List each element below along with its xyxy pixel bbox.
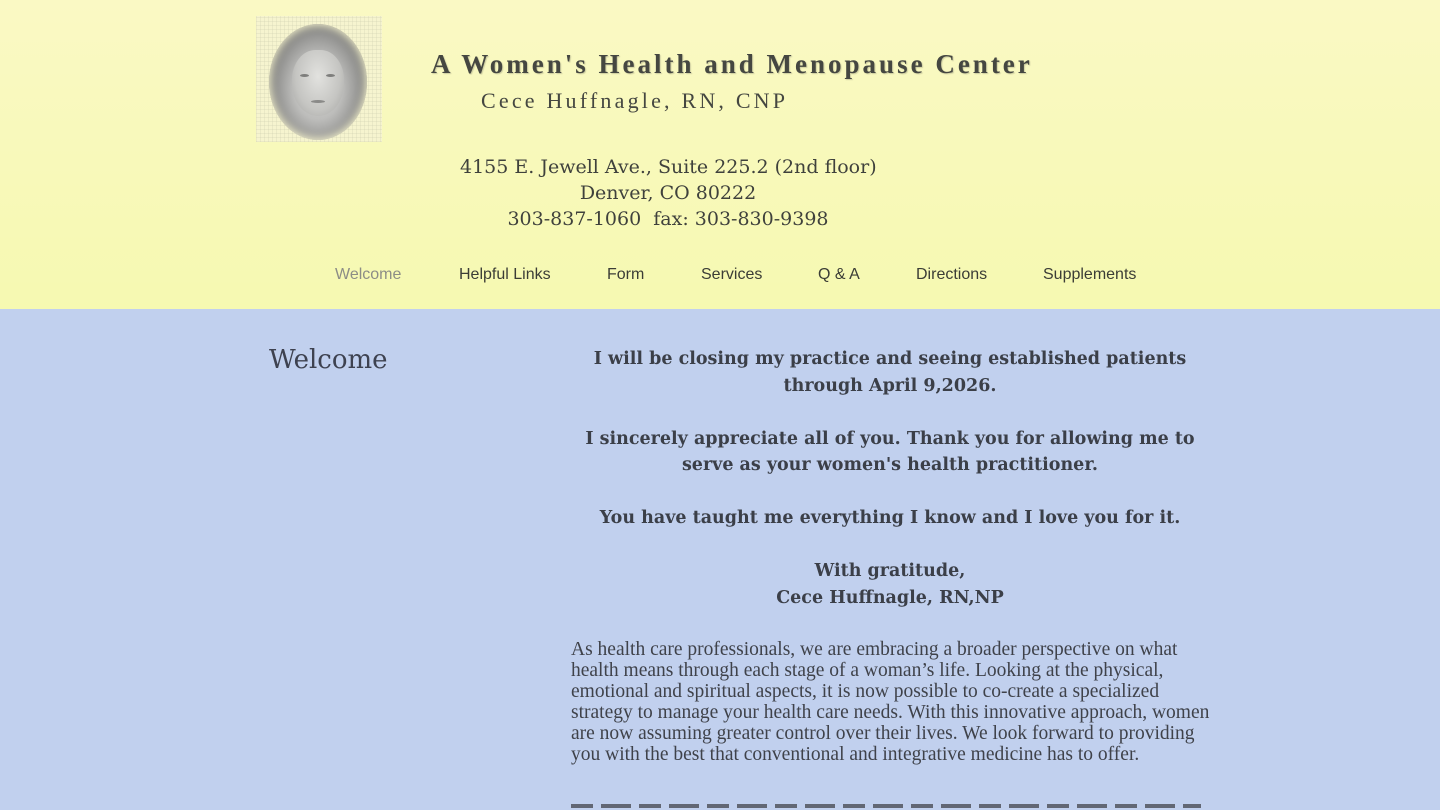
nav-item-q-and-a[interactable]: Q & A (818, 266, 860, 283)
contact-address (460, 154, 876, 232)
medallion-face (292, 50, 344, 116)
notice-signature: Cece Huffnagle, RN,NP (776, 587, 1004, 608)
medallion-eye (300, 74, 309, 77)
site-subtitle: Cece Huffnagle, RN, CNP (481, 88, 789, 113)
logo-medallion-image (256, 16, 382, 142)
site-header (0, 0, 1440, 309)
medallion-mouth (311, 100, 325, 103)
main-nav (0, 266, 1440, 288)
nav-item-services[interactable]: Services (701, 266, 763, 283)
notice-thanks: You have taught me everything I know and I love you for it. (599, 508, 1181, 528)
notice-closing-date: I will be closing my practice and seeing established patients through April 9,2026. (593, 349, 1187, 396)
medallion-eye (326, 74, 335, 77)
page-title: Welcome (269, 345, 388, 375)
nav-item-welcome[interactable]: Welcome (335, 266, 402, 283)
intro-paragraph: As health care professionals, we are embracing a broader perspective on what health means through each stage of a woman’s life. Looking at the physical, emotional and spiritual aspects, it is now possible to co-create a specialized strategy to manage your health care needs. With this innovative approach, women are now assuming greater control over their lives. We look forward to providing you with the best that conventional and integrative medicine has to offer. (571, 639, 1210, 765)
notice-closing: With gratitude, (814, 561, 966, 581)
nav-item-directions[interactable]: Directions (916, 266, 988, 283)
closing-notice (571, 346, 1209, 611)
next-paragraph-clipped (571, 801, 1201, 810)
address-street: 4155 E. Jewell Ave., Suite 225.2 (2nd floor) (460, 156, 877, 178)
nav-item-helpful-links[interactable]: Helpful Links (459, 266, 551, 283)
notice-appreciation: I sincerely appreciate all of you. Thank you for allowing me to serve as your women's health practitioner. (585, 428, 1195, 475)
address-city: Denver, CO 80222 (579, 182, 757, 204)
site-title: A Women's Health and Menopause Center (431, 49, 1033, 79)
nav-item-supplements[interactable]: Supplements (1043, 266, 1137, 283)
address-phone-fax: 303-837-1060 fax: 303-830-9398 (507, 208, 829, 230)
nav-item-form[interactable]: Form (607, 266, 645, 283)
